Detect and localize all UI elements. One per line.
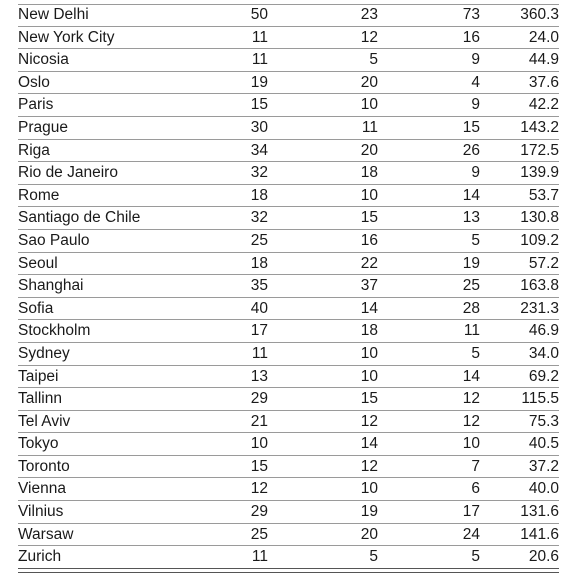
- table-row: [18, 478, 559, 501]
- table-row: [18, 297, 559, 320]
- value-cell-col4: 163.8: [480, 275, 559, 298]
- table-row: [18, 501, 559, 524]
- value-cell-col4: 115.5: [480, 388, 559, 411]
- value-cell-col3: 10: [378, 433, 480, 456]
- table-row: [18, 162, 559, 185]
- table-row: [18, 184, 559, 207]
- value-cell-col1: 15: [168, 94, 268, 117]
- value-cell-col3: 9: [378, 162, 480, 185]
- value-cell-col3: 25: [378, 275, 480, 298]
- city-name-cell: Paris: [18, 94, 168, 117]
- value-cell-col4: 141.6: [480, 523, 559, 546]
- table-row: [18, 455, 559, 478]
- city-name-cell: Vilnius: [18, 501, 168, 524]
- value-cell-col3: 26: [378, 139, 480, 162]
- value-cell-col1: 12: [168, 478, 268, 501]
- table-row: [18, 71, 559, 94]
- value-cell-col1: 17: [168, 320, 268, 343]
- value-cell-col3: 73: [378, 4, 480, 26]
- city-name-cell: Warsaw: [18, 523, 168, 546]
- city-name-cell: Sao Paulo: [18, 229, 168, 252]
- value-cell-col1: 11: [168, 26, 268, 49]
- value-cell-col1: 50: [168, 4, 268, 26]
- table-row: [18, 410, 559, 433]
- value-cell-col4: 44.9: [480, 49, 559, 72]
- value-cell-col4: 360.3: [480, 4, 559, 26]
- value-cell-col2: 22: [268, 252, 378, 275]
- table-row: [18, 4, 559, 26]
- table-row: [18, 252, 559, 275]
- table-row: [18, 116, 559, 139]
- city-name-cell: Riga: [18, 139, 168, 162]
- value-cell-col3: 19: [378, 252, 480, 275]
- table-row: [18, 275, 559, 298]
- value-cell-col2: 10: [268, 478, 378, 501]
- value-cell-col4: 57.2: [480, 252, 559, 275]
- value-cell-col1: 29: [168, 388, 268, 411]
- city-name-cell: Sofia: [18, 297, 168, 320]
- value-cell-col3: 28: [378, 297, 480, 320]
- value-cell-col2: 12: [268, 26, 378, 49]
- value-cell-col2: 10: [268, 94, 378, 117]
- value-cell-col1: 32: [168, 207, 268, 230]
- value-cell-col1: 29: [168, 501, 268, 524]
- value-cell-col4: 34.0: [480, 342, 559, 365]
- value-cell-col4: 75.3: [480, 410, 559, 433]
- table-row: [18, 320, 559, 343]
- table-bottom-rule: [18, 572, 559, 573]
- value-cell-col4: 42.2: [480, 94, 559, 117]
- value-cell-col1: 25: [168, 229, 268, 252]
- table-row: [18, 139, 559, 162]
- value-cell-col1: 11: [168, 49, 268, 72]
- value-cell-col3: 16: [378, 26, 480, 49]
- value-cell-col4: 20.6: [480, 546, 559, 569]
- value-cell-col2: 5: [268, 546, 378, 569]
- value-cell-col4: 231.3: [480, 297, 559, 320]
- value-cell-col4: 46.9: [480, 320, 559, 343]
- value-cell-col2: 23: [268, 4, 378, 26]
- city-name-cell: Seoul: [18, 252, 168, 275]
- value-cell-col3: 5: [378, 546, 480, 569]
- value-cell-col2: 10: [268, 184, 378, 207]
- value-cell-col1: 21: [168, 410, 268, 433]
- value-cell-col3: 4: [378, 71, 480, 94]
- value-cell-col4: 69.2: [480, 365, 559, 388]
- city-name-cell: Vienna: [18, 478, 168, 501]
- value-cell-col3: 13: [378, 207, 480, 230]
- value-cell-col2: 12: [268, 410, 378, 433]
- value-cell-col4: 40.0: [480, 478, 559, 501]
- value-cell-col1: 34: [168, 139, 268, 162]
- value-cell-col3: 12: [378, 410, 480, 433]
- value-cell-col1: 19: [168, 71, 268, 94]
- value-cell-col3: 7: [378, 455, 480, 478]
- value-cell-col2: 18: [268, 162, 378, 185]
- value-cell-col2: 20: [268, 139, 378, 162]
- value-cell-col3: 9: [378, 49, 480, 72]
- value-cell-col4: 130.8: [480, 207, 559, 230]
- value-cell-col3: 6: [378, 478, 480, 501]
- value-cell-col2: 19: [268, 501, 378, 524]
- value-cell-col2: 16: [268, 229, 378, 252]
- value-cell-col1: 18: [168, 252, 268, 275]
- value-cell-col4: 53.7: [480, 184, 559, 207]
- table-body: [18, 4, 559, 568]
- value-cell-col3: 14: [378, 184, 480, 207]
- value-cell-col2: 15: [268, 207, 378, 230]
- value-cell-col3: 24: [378, 523, 480, 546]
- city-data-table: [18, 4, 559, 569]
- value-cell-col2: 20: [268, 71, 378, 94]
- table-row: [18, 342, 559, 365]
- value-cell-col4: 139.9: [480, 162, 559, 185]
- value-cell-col4: 172.5: [480, 139, 559, 162]
- table-row: [18, 229, 559, 252]
- city-name-cell: Stockholm: [18, 320, 168, 343]
- value-cell-col1: 11: [168, 342, 268, 365]
- value-cell-col1: 35: [168, 275, 268, 298]
- value-cell-col4: 109.2: [480, 229, 559, 252]
- city-data-table-container: [18, 4, 559, 569]
- value-cell-col2: 12: [268, 455, 378, 478]
- value-cell-col2: 10: [268, 342, 378, 365]
- city-name-cell: Santiago de Chile: [18, 207, 168, 230]
- value-cell-col4: 24.0: [480, 26, 559, 49]
- value-cell-col1: 15: [168, 455, 268, 478]
- table-row: [18, 388, 559, 411]
- value-cell-col2: 18: [268, 320, 378, 343]
- city-name-cell: Sydney: [18, 342, 168, 365]
- table-row: [18, 546, 559, 569]
- city-name-cell: New Delhi: [18, 4, 168, 26]
- value-cell-col2: 10: [268, 365, 378, 388]
- city-name-cell: Oslo: [18, 71, 168, 94]
- value-cell-col2: 11: [268, 116, 378, 139]
- city-name-cell: Rome: [18, 184, 168, 207]
- table-row: [18, 26, 559, 49]
- value-cell-col3: 12: [378, 388, 480, 411]
- city-name-cell: New York City: [18, 26, 168, 49]
- table-row: [18, 523, 559, 546]
- city-name-cell: Prague: [18, 116, 168, 139]
- value-cell-col4: 143.2: [480, 116, 559, 139]
- value-cell-col3: 5: [378, 342, 480, 365]
- city-name-cell: Rio de Janeiro: [18, 162, 168, 185]
- value-cell-col2: 5: [268, 49, 378, 72]
- value-cell-col4: 131.6: [480, 501, 559, 524]
- value-cell-col2: 14: [268, 297, 378, 320]
- value-cell-col3: 17: [378, 501, 480, 524]
- value-cell-col2: 14: [268, 433, 378, 456]
- value-cell-col1: 13: [168, 365, 268, 388]
- value-cell-col2: 37: [268, 275, 378, 298]
- value-cell-col3: 15: [378, 116, 480, 139]
- value-cell-col1: 25: [168, 523, 268, 546]
- value-cell-col1: 30: [168, 116, 268, 139]
- value-cell-col1: 11: [168, 546, 268, 569]
- table-row: [18, 365, 559, 388]
- city-name-cell: Tokyo: [18, 433, 168, 456]
- value-cell-col2: 15: [268, 388, 378, 411]
- value-cell-col2: 20: [268, 523, 378, 546]
- table-row: [18, 94, 559, 117]
- value-cell-col3: 5: [378, 229, 480, 252]
- city-name-cell: Toronto: [18, 455, 168, 478]
- table-row: [18, 207, 559, 230]
- value-cell-col1: 10: [168, 433, 268, 456]
- city-name-cell: Tel Aviv: [18, 410, 168, 433]
- value-cell-col4: 37.6: [480, 71, 559, 94]
- city-name-cell: Shanghai: [18, 275, 168, 298]
- value-cell-col3: 9: [378, 94, 480, 117]
- city-name-cell: Tallinn: [18, 388, 168, 411]
- value-cell-col1: 32: [168, 162, 268, 185]
- value-cell-col4: 37.2: [480, 455, 559, 478]
- value-cell-col3: 11: [378, 320, 480, 343]
- value-cell-col1: 40: [168, 297, 268, 320]
- value-cell-col3: 14: [378, 365, 480, 388]
- table-row: [18, 49, 559, 72]
- table-row: [18, 433, 559, 456]
- value-cell-col1: 18: [168, 184, 268, 207]
- city-name-cell: Taipei: [18, 365, 168, 388]
- value-cell-col4: 40.5: [480, 433, 559, 456]
- city-name-cell: Zurich: [18, 546, 168, 569]
- city-name-cell: Nicosia: [18, 49, 168, 72]
